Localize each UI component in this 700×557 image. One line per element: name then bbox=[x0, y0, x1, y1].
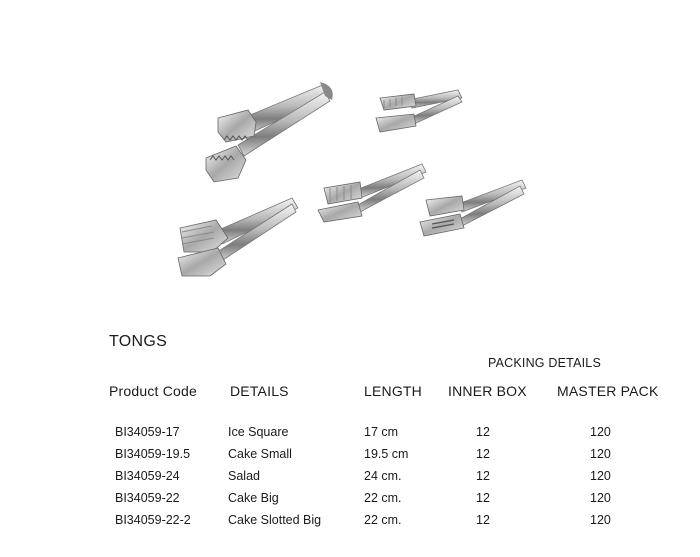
length-cell: 24 cm. bbox=[364, 469, 402, 483]
length-cell: 17 cm bbox=[364, 425, 399, 439]
inner-box-cell: 12 bbox=[476, 513, 490, 527]
table-row bbox=[0, 447, 700, 467]
col-header-details: DETAILS bbox=[230, 383, 289, 399]
master-pack-cell: 120 bbox=[590, 491, 611, 505]
table-row bbox=[0, 513, 700, 533]
product-code-cell: BI34059-19.5 bbox=[115, 447, 191, 461]
inner-box-cell: 12 bbox=[476, 469, 490, 483]
cake-big-tong bbox=[318, 164, 426, 222]
details-cell: Ice Square bbox=[228, 425, 289, 439]
length-cell: 22 cm. bbox=[364, 491, 402, 505]
details-cell: Cake Big bbox=[228, 491, 279, 505]
table-row bbox=[0, 469, 700, 489]
cake-small-tong bbox=[376, 90, 462, 132]
col-header-inner-box: INNER BOX bbox=[448, 383, 527, 399]
col-header-master-pack: MASTER PACK bbox=[557, 383, 659, 399]
product-code-cell: BI34059-17 bbox=[115, 425, 180, 439]
table-row bbox=[0, 491, 700, 511]
inner-box-cell: 12 bbox=[476, 425, 490, 439]
packing-details-label: PACKING DETAILS bbox=[488, 356, 601, 370]
col-header-length: LENGTH bbox=[364, 383, 422, 399]
details-cell: Cake Slotted Big bbox=[228, 513, 322, 527]
length-cell: 22 cm. bbox=[364, 513, 402, 527]
details-cell: Cake Small bbox=[228, 447, 292, 461]
master-pack-cell: 120 bbox=[590, 469, 611, 483]
details-cell: Salad bbox=[228, 469, 260, 483]
page-title: TONGS bbox=[109, 333, 168, 350]
master-pack-cell: 120 bbox=[590, 425, 611, 439]
master-pack-cell: 120 bbox=[590, 513, 611, 527]
length-cell: 19.5 cm bbox=[364, 447, 409, 461]
ice-square-tong bbox=[206, 82, 333, 182]
cake-slotted-big-tong bbox=[420, 180, 526, 236]
product-code-cell: BI34059-24 bbox=[115, 469, 180, 483]
salad-tong bbox=[178, 198, 298, 276]
inner-box-cell: 12 bbox=[476, 447, 490, 461]
product-code-cell: BI34059-22 bbox=[115, 491, 180, 505]
col-header-product-code: Product Code bbox=[109, 383, 198, 399]
product-code-cell: BI34059-22-2 bbox=[115, 513, 191, 527]
master-pack-cell: 120 bbox=[590, 447, 611, 461]
inner-box-cell: 12 bbox=[476, 491, 490, 505]
table-row bbox=[0, 425, 700, 445]
